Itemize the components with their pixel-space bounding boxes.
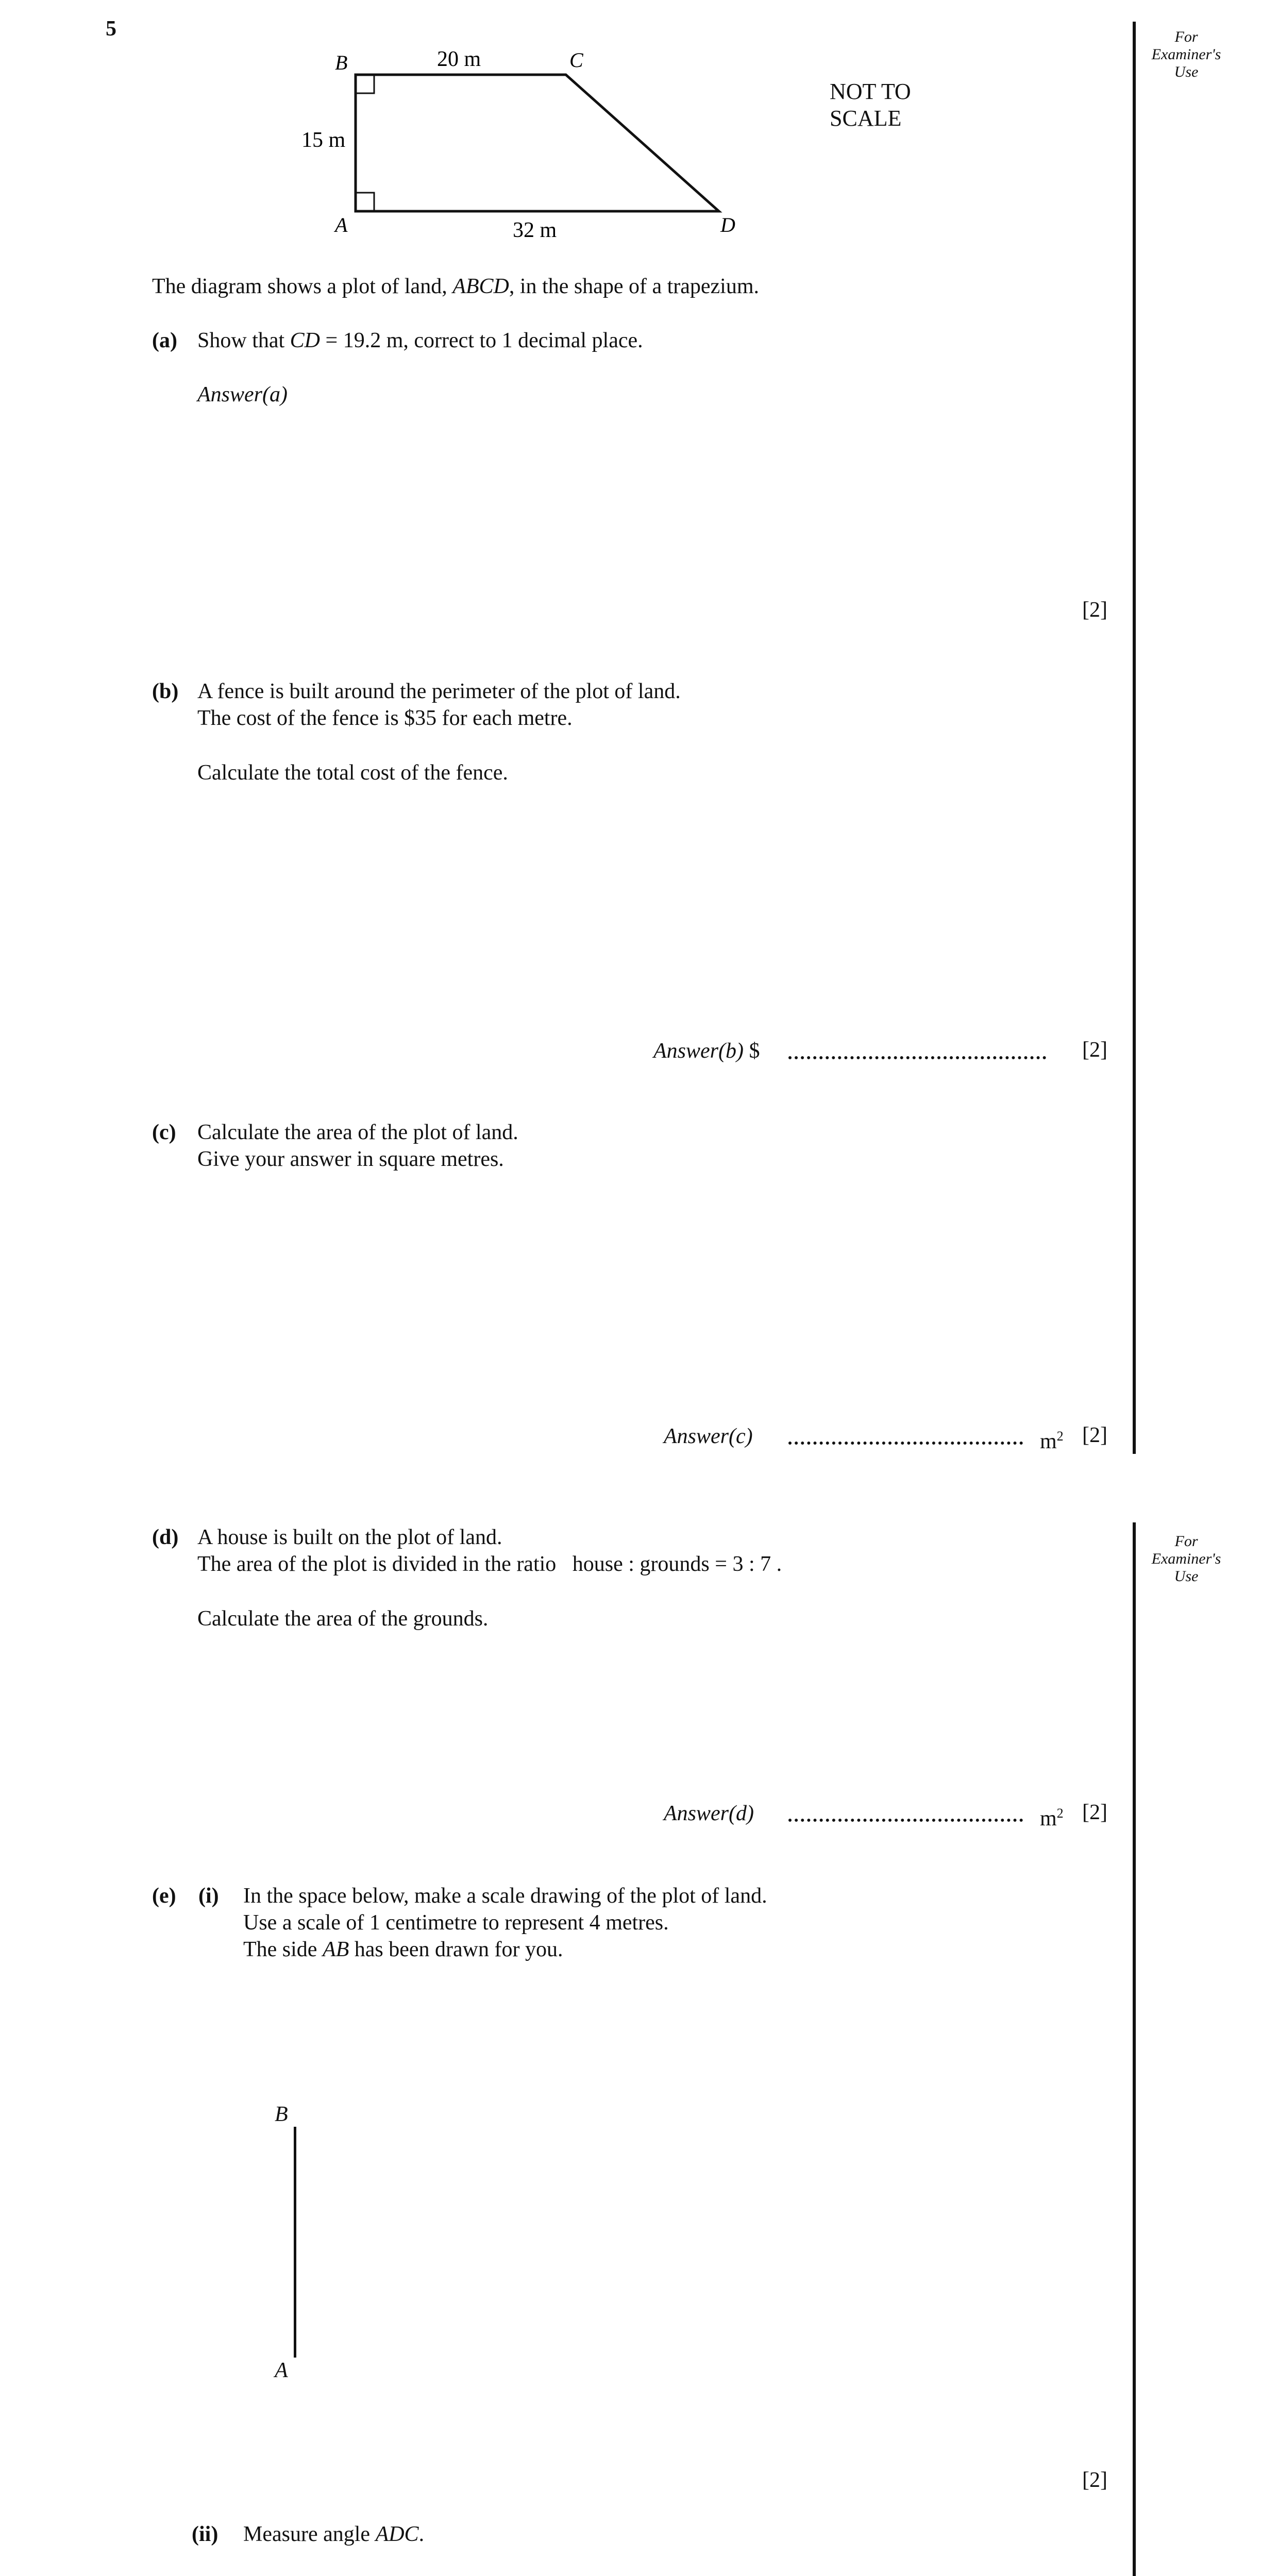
side-length-bc: 20 m	[437, 47, 481, 71]
question-number: 5	[106, 17, 116, 41]
examiner-margin-line-upper	[1133, 22, 1136, 1454]
part-e-label: (e)	[152, 1884, 176, 1908]
part-d-answer-label: Answer(d)	[664, 1802, 754, 1825]
part-e-i-line2: Use a scale of 1 centimetre to represent 4 metres.	[243, 1911, 669, 1935]
examiner-use-text: Use	[1174, 1568, 1199, 1585]
part-b-answer-label-text: Answer(b)	[653, 1039, 744, 1063]
part-e-i-line3	[243, 1936, 563, 1963]
part-b-line3: Calculate the total cost of the fence.	[197, 761, 508, 785]
right-angle-marker-b	[356, 75, 374, 93]
part-d-line3: Calculate the area of the grounds.	[197, 1607, 489, 1631]
part-c-line1: Calculate the area of the plot of land.	[197, 1121, 518, 1144]
part-b-line1: A fence is built around the perimeter of the plot of land.	[197, 680, 681, 703]
vertex-label-a: A	[335, 213, 348, 236]
examiner-use-box-upper	[1145, 28, 1227, 81]
part-c-unit-sup: 2	[1056, 1429, 1064, 1444]
trapezium-shape	[356, 75, 719, 211]
side-length-ab: 15 m	[301, 128, 346, 152]
part-c-line2: Give your answer in square metres.	[197, 1147, 504, 1171]
part-e-ii-text-post: .	[418, 2522, 425, 2546]
not-to-scale-text: SCALE	[830, 106, 902, 131]
part-a-text-pre: Show that	[197, 329, 290, 352]
part-e-i-line3-var: AB	[322, 1938, 349, 1961]
part-c-marks: [2]	[1082, 1423, 1107, 1447]
part-c-answer-line[interactable]	[788, 1442, 1023, 1445]
part-b-answer-line[interactable]	[788, 1056, 1046, 1059]
part-b-line2: The cost of the fence is $35 for each metre.	[197, 706, 573, 730]
part-a-text-var: CD	[290, 329, 321, 352]
intro-pre: The diagram shows a plot of land,	[152, 275, 453, 298]
part-e-i-line3-post: has been drawn for you.	[349, 1938, 563, 1961]
examiner-use-text: Examiner's	[1151, 1550, 1221, 1567]
part-c-unit	[1040, 1423, 1064, 1455]
drawing-label-b: B	[275, 2103, 288, 2126]
part-a-question	[197, 327, 643, 354]
side-ab-line	[294, 2127, 296, 2358]
part-d-line2: The area of the plot is divided in the ratio house : grounds = 3 : 7 .	[197, 1552, 782, 1576]
part-d-unit-text: m	[1040, 1807, 1057, 1831]
part-d-label: (d)	[152, 1526, 179, 1549]
part-b-label: (b)	[152, 680, 179, 703]
examiner-margin-line-lower	[1133, 1522, 1136, 2576]
examiner-use-text: For	[1174, 1533, 1198, 1550]
intro-post: , in the shape of a trapezium.	[509, 275, 760, 298]
part-b-marks: [2]	[1082, 1038, 1107, 1062]
side-length-ad: 32 m	[513, 218, 557, 242]
part-e-i-marks: [2]	[1082, 2468, 1107, 2492]
intro-text	[152, 273, 759, 300]
part-b-answer-prefix: $	[749, 1039, 760, 1063]
trapezium-diagram	[0, 0, 825, 247]
drawing-label-a: A	[275, 2359, 288, 2382]
examiner-use-text: Examiner's	[1151, 46, 1221, 63]
examiner-use-text: For	[1174, 28, 1198, 45]
part-e-ii-question	[243, 2521, 424, 2548]
examiner-use-text: Use	[1174, 63, 1199, 80]
vertex-label-b: B	[335, 51, 348, 74]
part-e-ii-label: (ii)	[192, 2522, 218, 2546]
part-c-label: (c)	[152, 1121, 176, 1144]
part-d-unit-sup: 2	[1056, 1806, 1064, 1821]
part-a-answer-label: Answer(a)	[197, 383, 288, 406]
part-e-i-label: (i)	[198, 1884, 219, 1908]
part-e-i-line1: In the space below, make a scale drawing of the plot of land.	[243, 1884, 767, 1908]
part-c-answer-label: Answer(c)	[664, 1425, 753, 1448]
part-d-line1: A house is built on the plot of land.	[197, 1526, 502, 1549]
part-e-i-line3-pre: The side	[243, 1938, 323, 1961]
not-to-scale-text: NOT TO	[830, 79, 911, 104]
part-d-unit	[1040, 1800, 1064, 1832]
vertex-label-c: C	[569, 48, 583, 72]
part-d-marks: [2]	[1082, 1801, 1107, 1824]
part-e-ii-text-var: ADC	[375, 2522, 419, 2546]
part-c-unit-text: m	[1040, 1430, 1057, 1453]
examiner-use-box-lower	[1145, 1533, 1227, 1585]
part-b-answer-label	[653, 1038, 760, 1064]
right-angle-marker-a	[356, 193, 374, 211]
not-to-scale-note	[830, 78, 911, 132]
part-a-label: (a)	[152, 329, 177, 352]
part-e-ii-text-pre: Measure angle	[243, 2522, 376, 2546]
intro-name: ABCD	[452, 275, 509, 298]
part-d-answer-line[interactable]	[788, 1819, 1023, 1822]
part-a-text-post: = 19.2 m, correct to 1 decimal place.	[320, 329, 643, 352]
vertex-label-d: D	[720, 213, 735, 236]
part-a-marks: [2]	[1082, 598, 1107, 622]
